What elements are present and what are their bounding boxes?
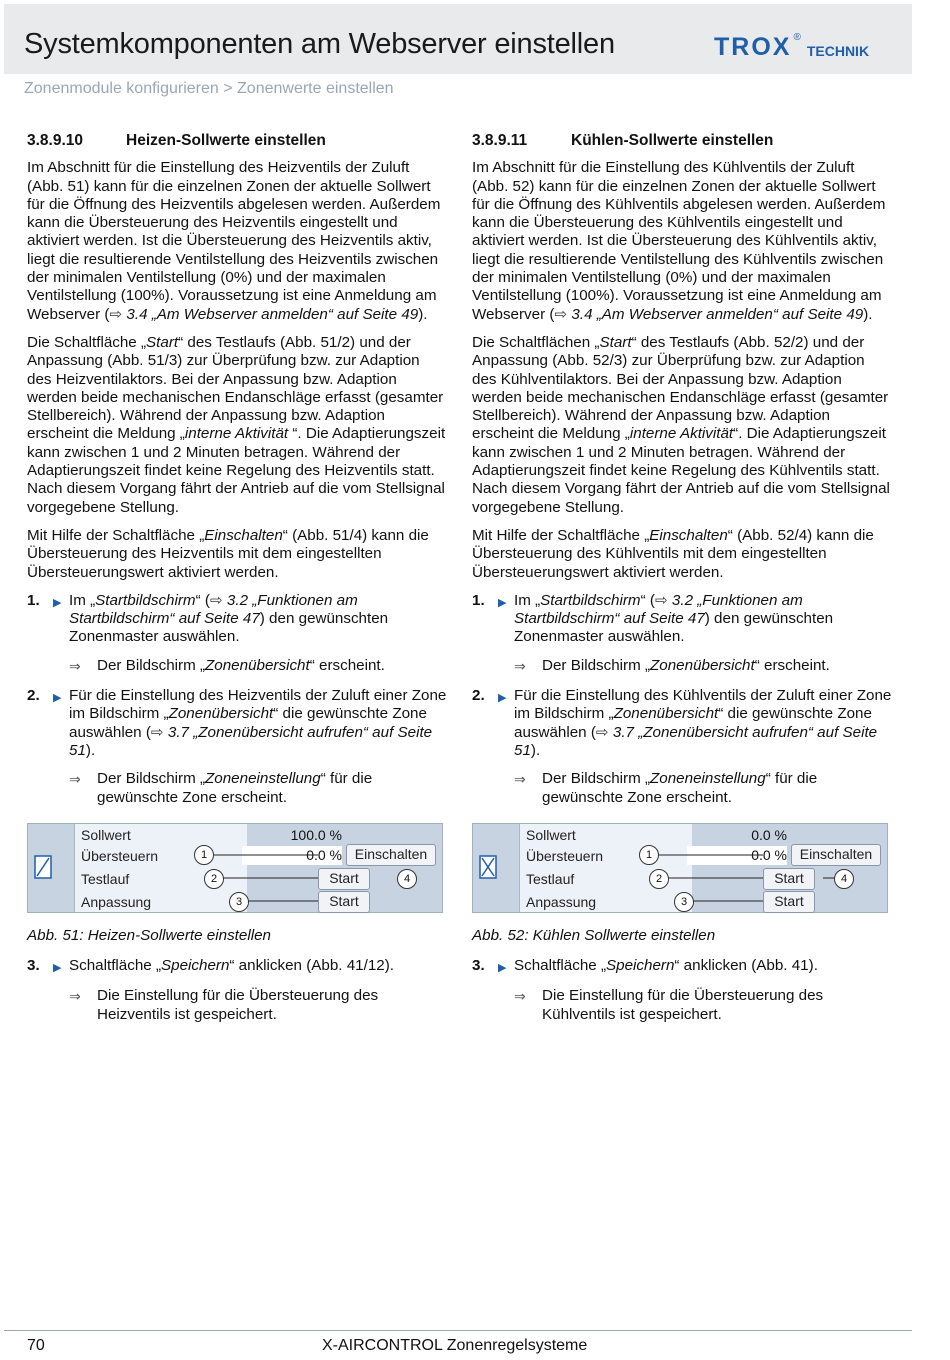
result-arrow-icon: ⇒ <box>514 771 526 788</box>
link-arrow-icon: ⇨ <box>554 305 568 323</box>
cross-reference-link[interactable]: 3.2 „Funktionen am Startbildschirm“ auf Seite 47 <box>69 591 358 628</box>
trox-logo <box>714 32 869 60</box>
figure-caption: Abb. 52: Kühlen Sollwerte einstellen <box>472 926 716 944</box>
cross-reference-link[interactable]: 3.7 „Zonenübersicht aufrufen“ auf Seite 51 <box>514 723 878 759</box>
link-arrow-icon: ⇨ <box>595 723 609 741</box>
paragraph: Mit Hilfe der Schaltfläche „Einschalten“ (Abb. 51/4) kann die Übersteuerung des Heizventils mit dem eingestellten Übersteuerungswert aktiviert werden. <box>27 526 429 581</box>
result-arrow-icon: ⇒ <box>69 988 81 1005</box>
step-arrow-icon: ▶ <box>498 596 507 609</box>
label-testlauf: Testlauf <box>81 870 130 887</box>
callout-4: 4 <box>397 869 417 889</box>
result-arrow-icon: ⇒ <box>514 988 526 1005</box>
label-sollwert: Sollwert <box>526 826 576 843</box>
step-item: 3. ▶ Schaltfläche „Speichern“ anklicken (Abb. 41/12). <box>27 957 447 977</box>
paragraph: Im Abschnitt für die Einstellung des Kühlventils der Zuluft (Abb. 52) kann für die einzelnen Zonen der aktuelle Sollwert für die Öffnung des Kühlventils abgelesen werden. Außerdem kann die Übersteuerung des Kühlventils eingestellt und aktiviert werden. Ist die Übersteuerung des Kühlventils aktiv, liegt die resultierende Ventilstellung des Kühlventils zwischen der minimalen Ventilstellung (0%) und der maximalen Ventilstellung (100%). Voraussetzung ist eine Anmeldung am Webserver (⇨ 3.4 „Am Webserver anmelden“ auf Seite 49). <box>472 159 886 323</box>
step-number: 2. <box>27 687 40 705</box>
section-title: Kühlen-Sollwerte einstellen <box>571 132 774 149</box>
paragraph: Die Schaltflächen „Start“ des Testlaufs (Abb. 52/2) und der Anpassung (Abb. 52/3) zur Überprüfung bzw. zur Adaption des Kühlventilaktors. Bei der Anpassung bzw. Adaption werden beide mechanischen Endanschläge erfasst (gesamter Stellbereich). Während der Anpassung bzw. Adaption erscheint die Meldung „interne Aktivität“. Die Adaptierungszeit kann zwischen 1 und 2 Minuten betragen. Während der Adaptierungszeit findet keine Regelung des Kühlventils statt. Nach diesem Vorgang fährt der Antrieb auf die vom Stellsignal vorgegebene Stellung. <box>472 333 890 516</box>
paragraph: Mit Hilfe der Schaltfläche „Einschalten“ (Abb. 52/4) kann die Übersteuerung des Kühlventils mit dem eingestellten Übersteuerungswert aktiviert werden. <box>472 526 874 581</box>
step-item: 1. ▶ Im „Startbildschirm“ (⇨ 3.2 „Funktionen am Startbildschirm“ auf Seite 47) den gewünschten Zonenmaster auswählen. <box>472 591 834 646</box>
cross-reference-link[interactable]: 3.7 „Zonenübersicht aufrufen“ auf Seite 51 <box>69 723 433 759</box>
step-item: 3. ▶ Schaltfläche „Speichern“ anklicken (Abb. 41). <box>472 957 892 977</box>
figure-caption: Abb. 51: Heizen-Sollwerte einstellen <box>27 926 271 944</box>
step-arrow-icon: ▶ <box>53 692 62 705</box>
link-arrow-icon: ⇨ <box>109 305 123 323</box>
cross-reference-link[interactable]: 3.4 „Am Webserver anmelden“ auf Seite 49 <box>571 305 864 323</box>
step-result: ⇒ Die Einstellung für die Übersteuerung des Kühlventils ist gespeichert. <box>514 987 824 1023</box>
step-result: ⇒ Der Bildschirm „Zonenübersicht“ erscheint. <box>514 656 830 674</box>
callout-1: 1 <box>639 845 659 865</box>
step-item: 2. ▶ Für die Einstellung des Kühlventils der Zuluft einer Zone im Bildschirm „Zonenübersicht“ die gewünschte Zone auswählen (⇨ 3.7 „Zonenübersicht aufrufen“ auf Seite 51). <box>472 687 892 759</box>
callout-2: 2 <box>649 869 669 889</box>
label-uebersteuern: Übersteuern <box>81 847 159 864</box>
step-item: 1. ▶ Im „Startbildschirm“ (⇨ 3.2 „Funktionen am Startbildschirm“ auf Seite 47) den gewünschten Zonenmaster auswählen. <box>27 591 389 646</box>
step-number: 3. <box>27 957 40 975</box>
link-arrow-icon: ⇨ <box>209 591 223 609</box>
page-number: 70 <box>27 1337 45 1354</box>
callout-3: 3 <box>229 892 249 912</box>
footer-divider <box>4 1330 912 1331</box>
anpassung-start-button[interactable]: Start <box>763 891 815 913</box>
step-result: ⇒ Der Bildschirm „Zoneneinstellung“ für die gewünschte Zone erscheint. <box>514 770 818 806</box>
right-column <box>472 132 892 1036</box>
sollwert-value: 0.0 % <box>751 826 787 843</box>
step-number: 2. <box>472 687 485 705</box>
override-value-input[interactable]: 0.0 % <box>242 846 342 865</box>
result-arrow-icon: ⇒ <box>514 657 526 674</box>
step-arrow-icon: ▶ <box>498 962 507 975</box>
step-number: 1. <box>27 591 40 609</box>
logo-trox: TROX <box>714 33 792 61</box>
label-anpassung: Anpassung <box>526 893 597 910</box>
label-sollwert: Sollwert <box>81 826 131 843</box>
logo-technik: TECHNIK <box>806 43 870 59</box>
section-heading <box>27 132 447 150</box>
step-result: ⇒ Der Bildschirm „Zoneneinstellung“ für die gewünschte Zone erscheint. <box>69 770 373 806</box>
label-testlauf: Testlauf <box>526 870 575 887</box>
logo-registered: ® <box>793 32 801 43</box>
section-heading <box>472 132 892 150</box>
link-arrow-icon: ⇨ <box>654 591 668 609</box>
callout-4: 4 <box>834 869 854 889</box>
heating-setpoint-figure <box>27 823 443 913</box>
left-column <box>27 132 447 1036</box>
link-arrow-icon: ⇨ <box>150 723 164 741</box>
step-arrow-icon: ▶ <box>53 962 62 975</box>
cross-reference-link[interactable]: 3.2 „Funktionen am Startbildschirm“ auf Seite 47 <box>514 591 803 628</box>
einschalten-button[interactable]: Einschalten <box>346 844 436 866</box>
sollwert-value: 100.0 % <box>290 826 342 843</box>
step-result: ⇒ Der Bildschirm „Zonenübersicht“ erscheint. <box>69 656 385 674</box>
label-uebersteuern: Übersteuern <box>526 847 604 864</box>
cooling-setpoint-figure <box>472 823 888 913</box>
callout-1: 1 <box>194 845 214 865</box>
step-number: 3. <box>472 957 485 975</box>
step-item: 2. ▶ Für die Einstellung des Heizventils der Zuluft einer Zone im Bildschirm „Zonenübersicht“ die gewünschte Zone auswählen (⇨ 3.7 „Zonenübersicht aufrufen“ auf Seite 51). <box>27 687 447 759</box>
einschalten-button[interactable]: Einschalten <box>791 844 881 866</box>
step-result: ⇒ Die Einstellung für die Übersteuerung des Heizventils ist gespeichert. <box>69 987 379 1023</box>
step-arrow-icon: ▶ <box>498 692 507 705</box>
callout-3: 3 <box>674 892 694 912</box>
paragraph: Die Schaltfläche „Start“ des Testlaufs (Abb. 51/2) und der Anpassung (Abb. 51/3) zur Überprüfung bzw. zur Adaption des Heizventilaktors. Bei der Anpassung bzw. Adaption werden beide mechanischen Endanschläge erfasst (gesamter Stellbereich). Während der Anpassung bzw. Adaption erscheint die Meldung „interne Aktivität “. Die Adaptierungszeit kann zwischen 1 und 2 Minuten betragen. Während der Adaptierungszeit findet keine Regelung des Heizventils statt. Nach diesem Vorgang fährt der Antrieb auf die vom Stellsignal vorgegebene Stellung. <box>27 333 446 516</box>
breadcrumb: Zonenmodule konfigurieren > Zonenwerte einstellen <box>24 80 394 97</box>
step-arrow-icon: ▶ <box>53 596 62 609</box>
anpassung-start-button[interactable]: Start <box>318 891 370 913</box>
testlauf-start-button[interactable]: Start <box>763 868 815 890</box>
override-value-input[interactable]: 0.0 % <box>687 846 787 865</box>
testlauf-start-button[interactable]: Start <box>318 868 370 890</box>
cross-reference-link[interactable]: 3.4 „Am Webserver anmelden“ auf Seite 49 <box>126 305 419 323</box>
page-title: Systemkomponenten am Webserver einstellen <box>24 28 615 60</box>
step-number: 1. <box>472 591 485 609</box>
paragraph: Im Abschnitt für die Einstellung des Heizventils der Zuluft (Abb. 51) kann für die einzelnen Zonen der aktuelle Sollwert für die Öffnung des Heizventils abgelesen werden. Außerdem kann die Übersteuerung des Heizventils eingestellt und aktiviert werden. Ist die Übersteuerung des Heizventils aktiv, liegt die resultierende Ventilstellung des Heizventils zwischen der minimalen Ventilstellung (0%) und der maximalen Ventilstellung (100%). Voraussetzung ist eine Anmeldung am Webserver (⇨ 3.4 „Am Webserver anmelden“ auf Seite 49). <box>27 159 441 323</box>
label-anpassung: Anpassung <box>81 893 152 910</box>
section-number: 3.8.9.11 <box>472 132 528 149</box>
callout-2: 2 <box>204 869 224 889</box>
footer-title: X-AIRCONTROL Zonenregelsysteme <box>322 1337 588 1354</box>
result-arrow-icon: ⇒ <box>69 771 81 788</box>
section-title: Heizen-Sollwerte einstellen <box>126 132 326 149</box>
section-number: 3.8.9.10 <box>27 132 84 149</box>
result-arrow-icon: ⇒ <box>69 657 81 674</box>
